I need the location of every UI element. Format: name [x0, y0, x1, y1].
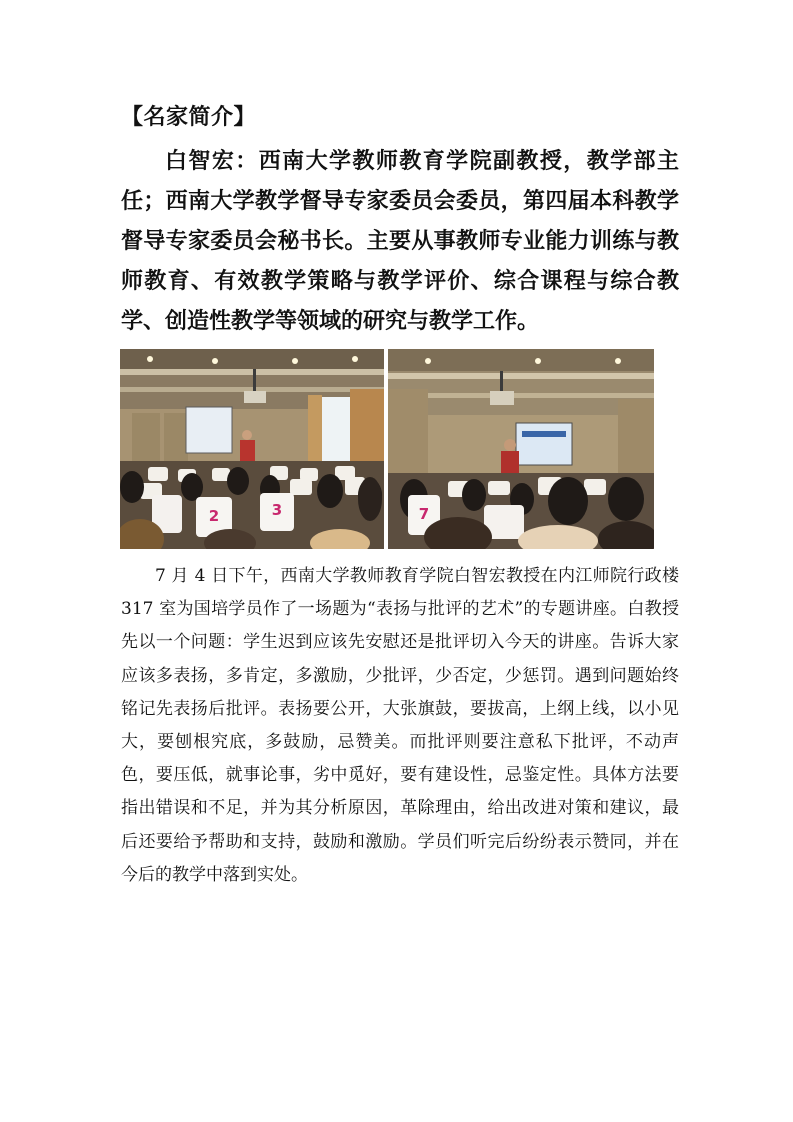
lecture-photo-right — [388, 349, 652, 549]
section-title: 【名家简介】 — [121, 104, 257, 130]
seat-number-label: 2 — [208, 507, 220, 525]
lecture-photo-left — [120, 349, 384, 549]
seat-number-label: 7 — [418, 505, 430, 523]
seat-number-label: 3 — [271, 501, 283, 519]
expert-bio: 白智宏：西南大学教师教育学院副教授，教学部主任；西南大学教学督导专家委员会委员，第四届本科教学督导专家委员会秘书长。主要从事教师专业能力训练与教师教育、有效教学策略与教学评价、综合课程与综合教学、创造性教学等领域的研究与教学工作。 — [121, 148, 679, 334]
lecture-photos — [120, 349, 654, 549]
lecture-report-text: 7 月 4 日下午，西南大学教师教育学院白智宏教授在内江师院行政楼 317 室为国培学员作了一场题为“表扬与批评的艺术”的专题讲座。白教授先以一个问题：学生迟到应该先安慰还是批评切入今天的讲座。告诉大家应该多表扬，多肯定，多激励，少批评，少否定，少惩罚。遇到问题始终铭记先表扬后批评。表扬要公开，大张旗鼓，要拔高，上纲上线，以小见大，要刨根究底，多鼓励，忌赞美。而批评则要注意私下批评，不动声色，要压低，就事论事，劣中觅好，要有建设性，忌鉴定性。具体方法要指出错误和不足，并为其分析原因，革除理由，给出改进对策和建议，最后还要给予帮助和支持，鼓励和激励。学员们听完后纷纷表示赞同，并在今后的教学中落到实处。 — [121, 566, 679, 885]
